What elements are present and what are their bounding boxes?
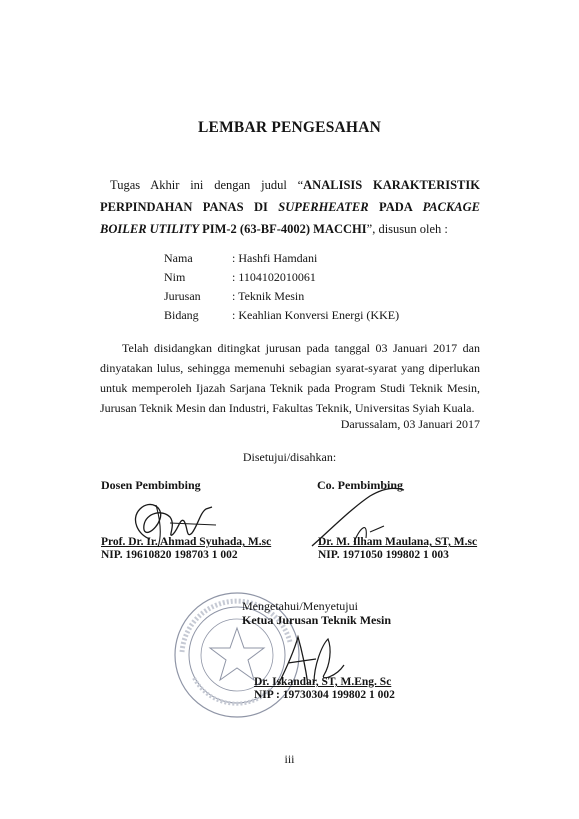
info-label: Bidang bbox=[164, 308, 199, 322]
student-info bbox=[164, 251, 399, 327]
supervisor2-label: Co. Pembimbing bbox=[317, 478, 404, 492]
info-value: : Teknik Mesin bbox=[232, 289, 305, 303]
supervisor1-label: Dosen Pembimbing bbox=[101, 478, 201, 492]
head-title: Ketua Jurusan Teknik Mesin bbox=[242, 613, 392, 627]
info-row-name bbox=[164, 251, 399, 270]
known-approved-label: Mengetahui/Menyetujui bbox=[242, 599, 358, 613]
info-value: : Hashfi Hamdani bbox=[232, 251, 318, 265]
head-nip: NIP : 19730304 199802 1 002 bbox=[254, 689, 395, 701]
info-row-department bbox=[164, 289, 399, 308]
info-label: Jurusan bbox=[164, 289, 201, 303]
intro-text-2: ”, disusun oleh : bbox=[366, 222, 448, 236]
info-row-field bbox=[164, 308, 399, 327]
page-title: LEMBAR PENGESAHAN bbox=[198, 119, 381, 136]
info-label: Nama bbox=[164, 251, 193, 265]
approval-text: Telah disidangkan ditingkat jurusan pada tanggal 03 Januari 2017 dan dinyatakan lulus, sehingga memenuhi sebagian syarat-syarat yang diperlukan untuk memperoleh Ijazah Sarjana Teknik pada Program Studi Teknik Mesin, Jurusan Teknik Mesin dan Industri, Fakultas Teknik, Universitas Syiah Kuala. bbox=[100, 341, 480, 415]
thesis-title-2: SUPERHEATER bbox=[278, 200, 369, 214]
supervisor2-name: Dr. M. Ilham Maulana, ST, M.sc bbox=[318, 536, 478, 548]
info-row-nim bbox=[164, 270, 399, 289]
head-name: Dr. Iskandar, ST, M.Eng. Sc bbox=[254, 676, 392, 688]
thesis-title-4: PACKAGE BOILER UTILITY bbox=[100, 200, 480, 236]
approval-paragraph bbox=[100, 338, 480, 418]
intro-text-1: Tugas Akhir ini dengan judul “ bbox=[110, 178, 304, 192]
supervisor1-name: Prof. Dr. Ir. Ahmad Syuhada, M.sc bbox=[101, 536, 272, 548]
info-value: : Keahlian Konversi Energi (KKE) bbox=[232, 308, 400, 322]
thesis-title-5: PIM-2 (63-BF-4002) MACCHI bbox=[198, 222, 367, 236]
thesis-title-1: ANALISIS KARAKTERISTIK PERPINDAHAN PANAS DI bbox=[100, 178, 480, 214]
thesis-title-3: PADA bbox=[368, 200, 423, 214]
intro-paragraph bbox=[100, 174, 480, 240]
supervisor1-nip: NIP. 19610820 198703 1 002 bbox=[101, 549, 238, 561]
info-value: : 1104102010061 bbox=[232, 270, 316, 284]
page-number: iii bbox=[284, 752, 295, 766]
place-date: Darussalam, 03 Januari 2017 bbox=[340, 417, 480, 431]
approved-label: Disetujui/disahkan: bbox=[242, 450, 337, 464]
info-label: Nim bbox=[164, 270, 186, 284]
supervisor2-nip: NIP. 1971050 199802 1 003 bbox=[318, 549, 449, 561]
